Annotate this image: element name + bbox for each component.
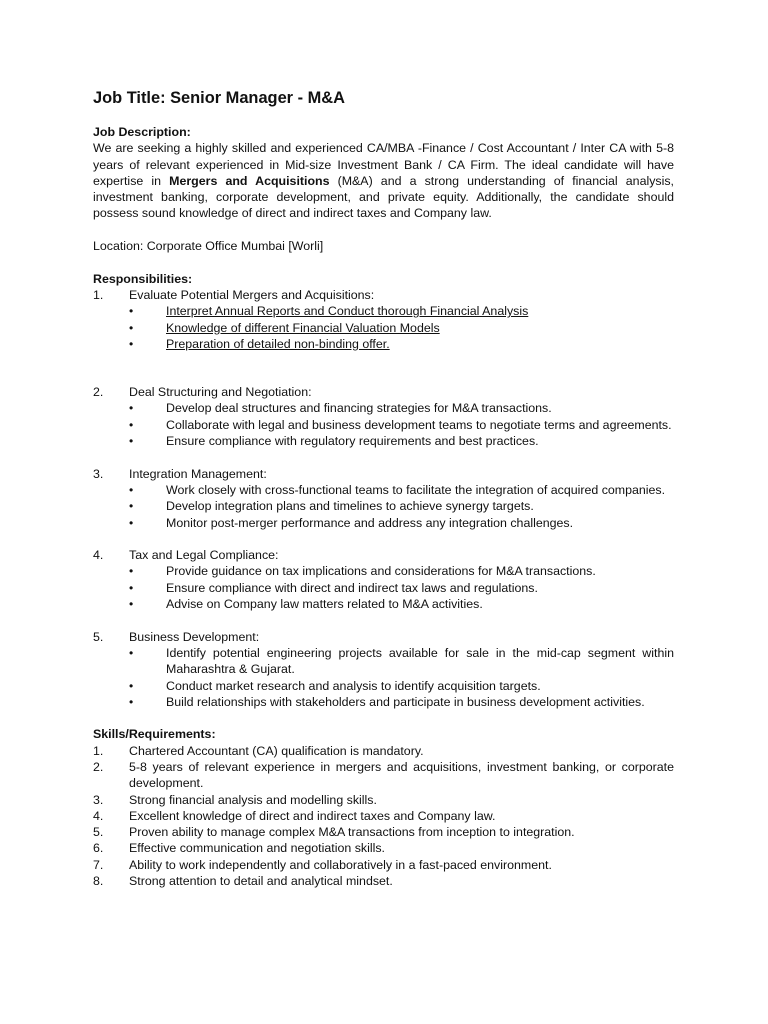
responsibility-section: [93, 466, 674, 531]
item-number: 1.: [93, 743, 104, 758]
job-description-bold-text: Mergers and Acquisitions: [169, 173, 330, 188]
item-text: Chartered Accountant (CA) qualification is mandatory.: [129, 743, 424, 758]
item-text: Proven ability to manage complex M&A transactions from inception to integration.: [129, 825, 575, 840]
responsibility-section: [93, 384, 674, 449]
list-item: Knowledge of different Financial Valuation Models: [166, 320, 440, 335]
list-item: Monitor post-merger performance and address any integration challenges.: [166, 515, 574, 530]
item-text: Excellent knowledge of direct and indirect taxes and Company law.: [129, 808, 496, 823]
bullet-icon: •: [129, 336, 134, 351]
section-title: Business Development:: [129, 629, 260, 644]
list-item: Conduct market research and analysis to identify acquisition targets.: [166, 678, 541, 693]
bullet-icon: •: [129, 434, 134, 449]
item-number: 8.: [93, 874, 104, 889]
section-title: Deal Structuring and Negotiation:: [129, 385, 312, 400]
bullet-icon: •: [129, 320, 134, 335]
item-text: Ability to work independently and collaboratively in a fast-paced environment.: [129, 857, 552, 872]
section-number: 2.: [93, 385, 104, 400]
list-item: Ensure compliance with direct and indirect tax laws and regulations.: [166, 580, 538, 595]
responsibility-section: [93, 629, 674, 710]
list-item: [93, 743, 674, 759]
job-title: Job Title: Senior Manager - M&A: [93, 89, 345, 107]
bullet-icon: •: [129, 515, 134, 530]
item-text: Effective communication and negotiation skills.: [129, 841, 385, 856]
job-description-heading: Job Description:: [93, 125, 191, 139]
list-item: Preparation of detailed non-binding offer.: [166, 336, 390, 351]
list-item: Work closely with cross-functional teams to facilitate the integration of acquired companies.: [166, 482, 666, 497]
skills-list: [93, 743, 674, 890]
item-text: 5-8 years of relevant experience in mergers and acquisitions, investment banking, or corporate development.: [129, 759, 674, 791]
item-number: 5.: [93, 825, 104, 840]
bullet-icon: •: [129, 401, 134, 416]
bullet-icon: •: [129, 694, 134, 709]
bullet-icon: •: [129, 597, 134, 612]
document-page: [93, 88, 674, 889]
bullet-icon: •: [129, 645, 134, 660]
location-line: Location: Corporate Office Mumbai [Worli]: [93, 239, 324, 254]
list-item: Ensure compliance with regulatory requirements and best practices.: [166, 434, 539, 449]
job-description-text-end: (M&A) and a strong understanding of financial analysis, investment banking, corporate development, and private equity. Additionally, the candidate should possess sound knowledge of direct and indirect taxes and Company law.: [93, 173, 674, 221]
skills-heading: Skills/Requirements:: [93, 727, 216, 742]
bullet-icon: •: [129, 678, 134, 693]
item-number: 3.: [93, 792, 104, 807]
list-item: [93, 792, 674, 808]
item-number: 4.: [93, 808, 104, 823]
bullet-icon: •: [129, 580, 134, 595]
section-title: Tax and Legal Compliance:: [129, 548, 279, 563]
section-number: 5.: [93, 629, 104, 644]
section-title: Integration Management:: [129, 466, 267, 481]
item-number: 2.: [93, 759, 104, 774]
list-item: Provide guidance on tax implications and considerations for M&A transactions.: [166, 564, 596, 579]
list-item: Build relationships with stakeholders and participate in business development activities.: [166, 694, 645, 709]
section-title: Evaluate Potential Mergers and Acquisitions:: [129, 287, 375, 302]
item-text: Strong financial analysis and modelling skills.: [129, 792, 377, 807]
job-description-text-start: We are seeking a highly skilled and experienced CA/MBA -Finance / Cost Accountant / Inter CA with 5-8 years of relevant experienced in Mid-size Investment Bank / CA Firm. The ideal candidate will have expertise in: [93, 141, 674, 188]
item-number: 6.: [93, 841, 104, 856]
responsibilities-heading: Responsibilities:: [93, 271, 193, 286]
list-item: [93, 824, 674, 840]
bullet-icon: •: [129, 564, 134, 579]
item-text: Strong attention to detail and analytical mindset.: [129, 874, 393, 889]
list-item: [93, 808, 674, 824]
list-item: [93, 857, 674, 873]
list-item: [93, 873, 674, 889]
list-item: Interpret Annual Reports and Conduct thorough Financial Analysis: [166, 304, 529, 319]
bullet-icon: •: [129, 482, 134, 497]
list-item: Collaborate with legal and business development teams to negotiate terms and agreements.: [166, 417, 672, 432]
bullet-icon: •: [129, 417, 134, 432]
list-item: [93, 840, 674, 856]
bullet-icon: •: [129, 499, 134, 514]
item-number: 7.: [93, 857, 104, 872]
section-number: 3.: [93, 466, 104, 481]
job-description-paragraph: [93, 140, 674, 221]
section-number: 4.: [93, 548, 104, 563]
list-item: [93, 759, 674, 792]
responsibility-section: [93, 287, 674, 352]
list-item: Develop integration plans and timelines to achieve synergy targets.: [166, 499, 534, 514]
section-number: 1.: [93, 287, 104, 302]
list-item: Develop deal structures and financing strategies for M&A transactions.: [166, 401, 552, 416]
bullet-icon: •: [129, 304, 134, 319]
responsibility-section: [93, 547, 674, 612]
list-item: Advise on Company law matters related to M&A activities.: [166, 597, 483, 612]
list-item: Identify potential engineering projects available for sale in the mid-cap segment within Maharashtra & Gujarat.: [166, 645, 674, 677]
